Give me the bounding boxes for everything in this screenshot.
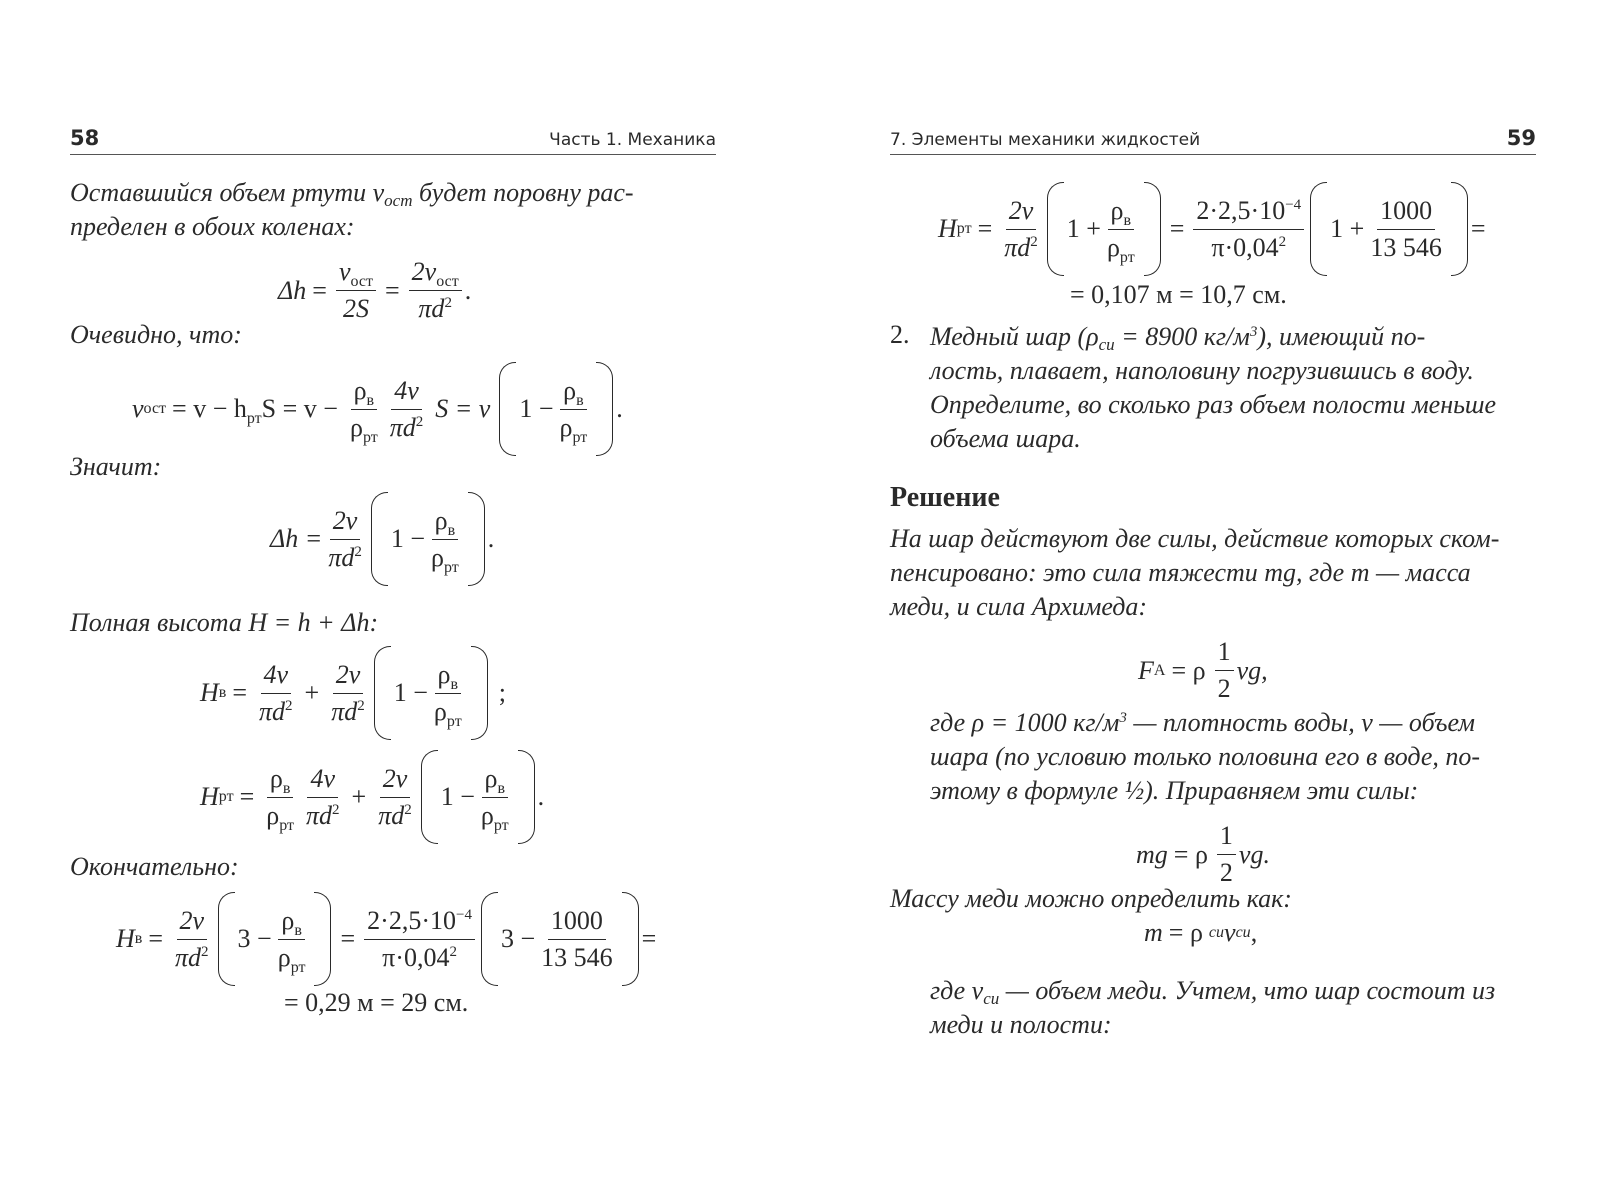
formula-h-v: H в = $\frac{4v}{\pi d^2}$ + $\frac{2v}{\pi d^2}$ 1 − $\rho_в$ $\rho_{рт}$ ;: [200, 646, 506, 740]
paragraph-where-rho: где ρ = 1000 $кг/м^3$ — плотность воды, v — объем шара (по условию только половина его в воде, по- этому в формуле ½). Приравняем эти силы:: [930, 708, 1481, 805]
formula-mg: mg = ρ 1 2 vg.: [1136, 818, 1270, 891]
paragraph-thus: Значит:: [70, 452, 162, 481]
page-number: 59: [1506, 126, 1536, 150]
paragraph-full-height: Полная высота H = h + Δh:: [70, 608, 379, 637]
left-running-header: [70, 128, 716, 155]
formula-h-v-final: H в = $\frac{2v}{\pi d^2}$ 3 − $\rho_в$ $\rho_{рт}$ = $\frac{2\cdot 2,5\cdot 10^{-4}}{\pi\cdot 0,04^2}$ 3 − $\frac{1000}{13 546}$ =: [116, 892, 656, 986]
formula-v-ost: v ост = $v - h_{рт}S = v$ − $\rho_в$ $\rho_{рт}$ 4v $\pi d^2$ S = v 1 − $\rho_в$ $\rho_{рт}$ .: [132, 362, 623, 456]
task-2-text: Медный шар ($\rho_{cu} = 8900$ $кг/м^3$), имеющий по- лость, плавает, наполовину погрузившись в воду. Определите, во сколько раз объем полости меньше объема шара.: [930, 322, 1497, 453]
formula-h-v-result: = 0,29 м = 29 см.: [284, 988, 469, 1017]
formula-copper-mass: m = ρ cu v cu ,: [1144, 918, 1258, 947]
paragraph-copper-volume: где $v_{cu}$ — объем меди. Учтем, что шар состоит из меди и полости:: [930, 976, 1496, 1039]
task-number: 2.: [890, 320, 910, 349]
paragraph-finally: Окончательно:: [70, 852, 239, 881]
running-title: Часть 1. Механика: [549, 130, 716, 150]
paragraph-remaining-mercury: Оставшийся объем ртути $v_{ост}$ будет поровну рас- пределен в обоих коленах:: [70, 178, 634, 241]
right-running-header: [890, 128, 1536, 155]
paragraph-copper-mass: Массу меди можно определить как:: [890, 884, 1292, 913]
right-page: [890, 0, 1536, 1200]
solution-heading: Решение: [890, 482, 1000, 513]
formula-delta-h-2: Δh = $\frac{2v}{\pi d^2}$ 1 − $\rho_в$ $\rho_{рт}$ .: [270, 492, 494, 586]
formula-archimedes: F A = ρ 1 2 vg,: [1138, 634, 1268, 707]
page-number: 58: [70, 126, 100, 150]
formula-delta-h-1: Δh = $v_{ост}$ 2S = $2v_{ост}$ $\pi d^2$ .: [278, 254, 471, 327]
paragraph-forces: На шар действуют две силы, действие которых ском- пенсировано: это сила тяжести mg, где m — масса меди, и сила Архимеда:: [890, 524, 1500, 621]
running-title: 7. Элементы механики жидкостей: [890, 130, 1201, 150]
left-page: [70, 0, 716, 1200]
paragraph-obviously: Очевидно, что:: [70, 320, 242, 349]
formula-h-rt: H рт = $\rho_в$ $\rho_{рт}$ 4v $\pi d^2$ + $\frac{2v}{\pi d^2}$ 1 − $\rho_в$ $\rho_{рт}$ .: [200, 750, 544, 844]
formula-h-rt-result: = 0,107 м = 10,7 см.: [1070, 280, 1287, 309]
formula-h-rt-numeric: H рт = $\frac{2v}{\pi d^2}$ 1 + $\rho_в$ $\rho_{рт}$ = $\frac{2\cdot 2,5\cdot 10^{-4}}{\pi\cdot 0,04^2}$ 1 + $\frac{1000}{13 546}$ =: [938, 182, 1486, 276]
